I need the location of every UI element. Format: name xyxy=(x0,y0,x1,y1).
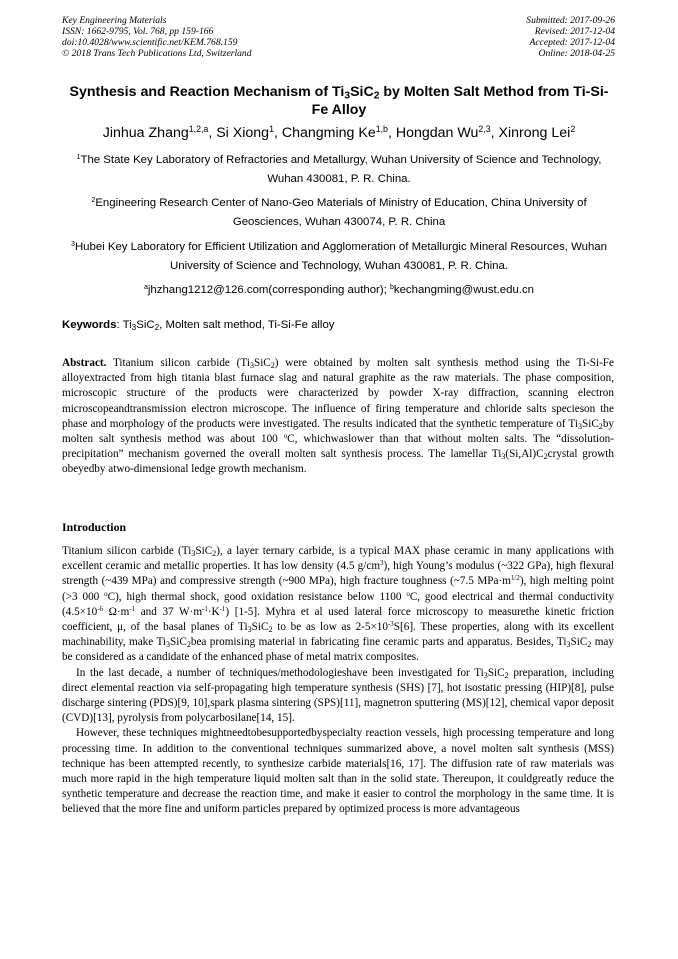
revised-date: Revised: 2017-12-04 xyxy=(534,26,615,37)
affiliation-1: $^1$The State Key Laboratory of Refractories and Metallurgy, Wuhan University of Science and Technology, Wuhan 430081, P. R. China. xyxy=(76,154,602,185)
author: Hongdan Wu xyxy=(395,125,479,141)
journal-info xyxy=(62,15,252,59)
section-heading-introduction: Introduction xyxy=(62,520,127,534)
copyright-line: © 2018 Trans Tech Publications Ltd, Switzerland xyxy=(62,48,252,59)
author: Jinhua Zhang xyxy=(102,125,189,141)
paragraph: However, these techniques mightneedtobesupportedbyspecialty reaction vessels, high processing temperature and long processing time. In addition to the conventional techniques summarized above, a novel molten salt synthesis (MSS) technique has been attempted recently, to synthesize carbide materials[16, 17]. The diffusion rate of raw materials was much more rapid in the high temperature liquid molten salt than in the solid state. Thereupon, it couldgreatly reduce the synthetic temperature and decrease the reaction time, and make it easier to control the morphology in the same time. It is believed that the more fine and uniform particles prepared by optimized process is more advantageous xyxy=(62,727,614,816)
online-date: Online: 2018-04-25 xyxy=(538,48,615,59)
journal-name: Key Engineering Materials xyxy=(62,15,167,26)
submitted-date: Submitted: 2017-09-26 xyxy=(526,15,615,26)
email-addresses[interactable]: $^a$jhzhang1212@126.com(corresponding author); $^b$kechangming@wust.edu.cn xyxy=(143,284,534,296)
author-list: Jinhua Zhang$^{1,2,a}$, Si Xiong$^1$, Changming Ke$^{1,b}$, Hongdan Wu$^{2,3}$, Xinrong Lei$^2$ xyxy=(102,124,576,141)
issn-line: ISSN: 1662-9795, Vol. 768, pp 159-166 xyxy=(62,26,214,37)
accepted-date: Accepted: 2017-12-04 xyxy=(529,37,615,48)
introduction-body xyxy=(62,544,614,818)
author: Changming Ke xyxy=(281,125,376,141)
paragraph: In the last decade, a number of techniques/methodologieshave been investigated for $Ti_3SiC_2$ preparation, including direct elemental reaction via self-propagating high temperature synthesis (SHS) [7], hot isostatic pressing (HIP)[8], pulse discharge sintering (PDS)[9, 10],spark plasma sintering (SPS)[11], magnetron sputtering (MS)[12], chemical vapor deposit (CVD)[13], pyrolysis from polycarbosilane[14, 15]. xyxy=(62,666,615,725)
keywords-line: Keywords: $Ti_3SiC_2$, Molten salt method, Ti-Si-Fe alloy xyxy=(62,319,335,333)
abstract: Abstract. Titanium silicon carbide $(Ti_3SiC_2)$ were obtained by molten salt synthesis method using the Ti-Si-Fe alloyextracted from high titania blast furnace slag and natural graphite as the raw materials. The phase composition, microscopic structure of the products were characterized by powder X-ray diffraction, scanning electron microscopeandtransmission electron microscope. The influence of firing temperature and chloride salts specieson the phase and morphology of the products were investigated. The results indicated that the synthetic temperature of $Ti_3SiC_2by$ molten salt synthesis method was about 100 $^o$C, whichwaslower than that without molten salts. The “dissolution-precipitation” mechanism governed the overall molten salt synthesis process. The lamellar $Ti_3(Si,Al)C_2crystal$ growth obeyedby atwo-dimensional ledge growth mechanism. xyxy=(62,357,614,476)
paragraph: Titanium silicon carbide $(Ti_3SiC_2)$, a layer ternary carbide, is a typical MAX phase ceramic in many applications with excellent ceramic and metallic properties. It has low density (4.5 $g/cm^3$), high Young’s modulus (~322 GPa), high flexural strength (~439 MPa) and compressive strength (~900 MPa), high fracture toughness (~7.5 $MPa\cdot m^{1/2}$), high melting point (>3 000 $^o$C), high thermal shock, good oxidation resistance below 1100 $^o$C, good electrical and thermal conductivity ($4.5\times 10^{-6}$ $\Omega\cdot m^{-1}$ and 37 $W\cdot m^{-1}\cdot K^{-1}$) [1-5]. Myhra et al used lateral force microscopy to measurethe kinetic friction coefficient, μ, of the basal planes of $Ti_3SiC_2$ to be as low as $2-5\times 10^{-3}S[6]$. These properties, along with its excellent machinability, make $Ti_3SiC_2bea$ promising material in fabricating fine ceramic parts and apparatus. Besides, $Ti_3SiC_2$ may be considered as a candidate of the enhanced phase of metal matrix composites. xyxy=(62,545,615,664)
keywords-label: Keywords xyxy=(62,319,117,331)
affiliation-2: $^2$Engineering Research Center of Nano-Geo Materials of Ministry of Education, China University of Geosciences, Wuhan 430074, P. R. China xyxy=(91,197,587,228)
paper-title: Synthesis and Reaction Mechanism of $Ti_3SiC_2$ by Molten Salt Method from Ti-Si-Fe Alloy xyxy=(69,84,609,118)
doi-line[interactable]: doi:10.4028/www.scientific.net/KEM.768.159 xyxy=(62,37,238,48)
publication-dates xyxy=(526,15,615,59)
affiliation-3: $^3$Hubei Key Laboratory for Efficient Utilization and Agglomeration of Metallurgic Mineral Resources, Wuhan University of Science and Technology, Wuhan 430081, P. R. China. xyxy=(71,241,607,272)
author: Si Xiong xyxy=(216,125,270,141)
abstract-label: Abstract. xyxy=(62,357,107,369)
author: Xinrong Lei xyxy=(498,125,571,141)
